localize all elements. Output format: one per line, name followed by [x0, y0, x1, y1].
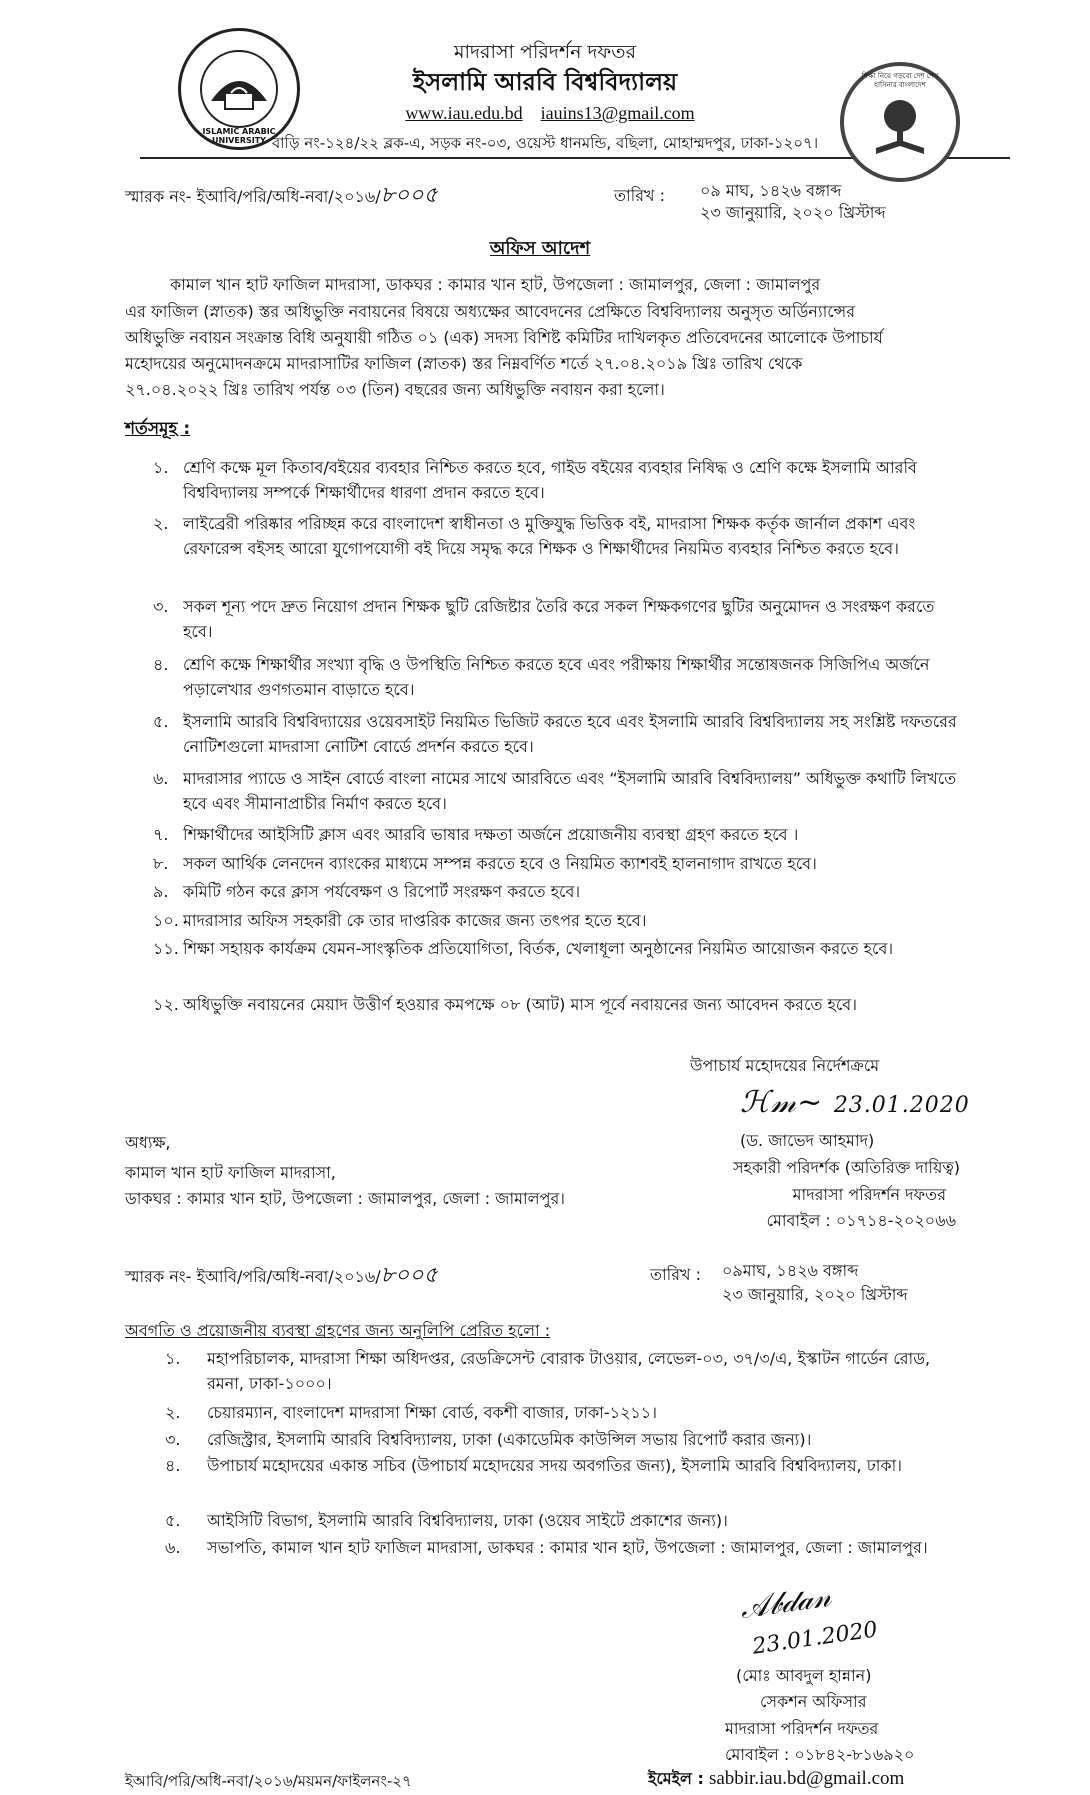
slogan-caption: শিক্ষা নিয়ে গড়বো দেশ শেখ হাসিনার বাংলাদেশ [861, 72, 939, 89]
university-name: ইসলামি আরবি বিশ্ববিদ্যালয় [412, 68, 678, 96]
copy-number: ২. [165, 1403, 181, 1422]
condition-number: ৩. [153, 597, 169, 616]
condition-text: শ্রেণি কক্ষে শিক্ষার্থীর সংখ্যা বৃদ্ধি ও উপস্থিতি নিশ্চিত করতে হবে এবং পরীক্ষায় শিক্ষার্থীর সন্তোষজনক সিজিপিএ অর্জনে পড়ালেখার গুণগতমান বাড়াতে হবে। [183, 655, 930, 699]
order-line-3: অধিভুক্তি নবায়ন সংক্রান্ত বিধি অনুযায়ী গঠিত ০১ (এক) সদস্য বিশিষ্ট কমিটির দাখিলকৃত প্রতিবেদনের আলোকে উপাচার্য [125, 328, 883, 347]
signatory-mobile-2: মোবাইল : ০১৮৪২-৮১৬৯২০ [725, 1745, 915, 1764]
condition-number: ১২. [153, 995, 179, 1014]
signatory-designation-2: সেকশন অফিসার [760, 1692, 867, 1711]
condition-text: শিক্ষা সহায়ক কার্যক্রম যেমন-সাংস্কৃতিক প্রতিযোগিতা, বির্তক, খেলাধূলা অনুষ্ঠানের নিয়মিত আয়োজন করতে হবে। [183, 939, 894, 958]
copy-text: উপাচার্য মহোদয়ের একান্ত সচিব (উপাচার্য মহোদয়ের সদয় অবগতির জন্য), ইসলামি আরবি বিশ্ববিদ্যালয়, ঢাকা। [207, 1456, 902, 1475]
condition-number: ৭. [153, 825, 169, 844]
condition-text: মাদরাসার প্যাডে ও সাইন বোর্ডে বাংলা নামের সাথে আরবিতে এবং “ইসলামি আরবি বিশ্ববিদ্যালয়” অধিভুক্ত কথাটি লিখতে হবে এবং সীমানাপ্রাচীর নির্মাণ করতে হবে। [183, 769, 957, 813]
condition-text: মাদরাসার অফিস সহকারী কে তার দাপ্তরিক কাজের জন্য তৎপর হতে হবে। [183, 911, 647, 930]
condition-number: ২. [153, 514, 169, 533]
condition-text: সকল আর্থিক লেনদেন ব্যাংকের মাধ্যমে সম্পন্ন করতে হবে ও নিয়মিত ক্যাশবই হালনাগাদ রাখতে হবে। [183, 854, 817, 873]
copy-number: ৩. [165, 1430, 181, 1449]
memo2-date-bn: ০৯মাঘ, ১৪২৬ বঙ্গাব্দ [722, 1261, 859, 1280]
signature-scribble-icon: ℋ𝓂~ [740, 1085, 824, 1120]
memo-date-en: ২৩ জানুয়ারি, ২০২০ খ্রিস্টাব্দ [700, 203, 886, 222]
copy-text: সভাপতি, কামাল খান হাট ফাজিল মাদরাসা, ডাকঘর : কামার খান হাট, উপজেলা : জামালপুর, জেলা : জামালপুর। [207, 1538, 928, 1557]
order-line-5: ২৭.০৪.২০২২ খ্রিঃ তারিখ পর্যন্ত ০৩ (তিন) বছরের জন্য অধিভুক্তি নবায়ন করা হলো। [125, 380, 665, 399]
order-line-2: এর ফাজিল (স্নাতক) স্তর অধিভুক্তি নবায়নের বিষয়ে অধ্যক্ষের আবেদনের প্রেক্ষিতে বিশ্ববিদ্যালয় অনুসৃত অর্ডিন্যান্সের [125, 302, 856, 321]
logo-caption: ISLAMIC ARABIC UNIVERSITY [202, 127, 276, 145]
memo-date-bn: ০৯ মাঘ, ১৪২৬ বঙ্গাব্দ [700, 181, 842, 200]
copy-text: মহাপরিচালক, মাদরাসা শিক্ষা অধিদপ্তর, রেডক্রিসেন্ট বোরাক টাওয়ার, লেভেল-০৩, ৩৭/৩/এ, ইস্কাটন গার্ডেন রোড, রমনা, ঢাকা-১০০০। [207, 1349, 931, 1393]
order-line-1: কামাল খান হাট ফাজিল মাদরাসা, ডাকঘর : কামার খান হাট, উপজেলা : জামালপুর, জেলা : জামালপুর [170, 275, 821, 294]
memo-reference [125, 178, 438, 215]
copy-text: রেজিস্ট্রার, ইসলামি আরবি বিশ্ববিদ্যালয়, ঢাকা (একাডেমিক কাউন্সিল সভায় রিপোর্ট করার জন্য)। [207, 1430, 812, 1449]
condition-item [125, 936, 960, 986]
copy-item [165, 1400, 955, 1425]
office-name: মাদরাসা পরিদর্শন দফতর [453, 41, 637, 63]
signature-date-2: 23.01.2020 [750, 1617, 880, 1660]
copy-text: চেয়ারম্যান, বাংলাদেশ মাদরাসা শিক্ষা বোর্ড, বকশী বাজার, ঢাকা-১২১১। [207, 1403, 657, 1422]
file-reference: ইআবি/পরি/অধি-নবা/২০১৬/ময়মন/ফাইলনং-২৭ [125, 1772, 412, 1790]
condition-text: লাইব্রেরী পরিষ্কার পরিচ্ছন্ন করে বাংলাদেশ স্বাধীনতা ও মুক্তিযুদ্ধ ভিত্তিক বই, মাদরাসা শিক্ষক কর্তৃক জার্নাল প্রকাশ এবং রেফারেন্স বইসহ আরো যুগোপযোগী বই দিয়ে সমৃদ্ধ করে শিক্ষক ও শিক্ষার্থীদের নিয়মিত ব্যবহার নিশ্চিত করতে হবে। [183, 514, 916, 558]
contact-line [340, 103, 760, 124]
condition-text: অধিভুক্তি নবায়নের মেয়াদ উত্তীর্ণ হওয়ার কমপক্ষে ০৮ (আট) মাস পূর্বে নবায়নের জন্য আবেদন করতে হবে। [183, 995, 857, 1014]
email-link[interactable]: iauins13@gmail.com [540, 103, 695, 123]
copy-text: আইসিটি বিভাগ, ইসলামি আরবি বিশ্ববিদ্যালয়, ঢাকা (ওয়েব সাইটে প্রকাশের জন্য)। [207, 1511, 728, 1530]
condition-number: ৬. [153, 769, 169, 788]
condition-item [125, 652, 960, 702]
condition-item [125, 766, 960, 816]
condition-text: ইসলামি আরবি বিশ্ববিদ্যায়ের ওয়েবসাইট নিয়মিত ভিজিট করতে হবে এবং ইসলামি আরবি বিশ্ববিদ্যালয় সহ সংশ্লিষ্ট দফতরের নোটিশগুলো মাদরাসা নোটিশ বোর্ডে প্রদর্শন করতে হবে। [183, 712, 957, 756]
signatory-email-label: ইমেইল : [648, 1769, 704, 1788]
copy-item [165, 1453, 955, 1503]
condition-number: ১. [153, 458, 169, 477]
condition-item [125, 511, 960, 586]
condition-number: ৮. [153, 854, 169, 873]
address: বাড়ি নং-১২৪/২২ ব্লক-এ, সড়ক নং-০৩, ওয়েস্ট ধানমন্ডি, বছিলা, মোহাম্মদপুর, ঢাকা-১২০৭। [271, 134, 819, 152]
conditions-heading: শর্তসমূহ : [125, 419, 191, 439]
recipient-institution: কামাল খান হাট ফাজিল মাদরাসা, [125, 1163, 336, 1182]
condition-item [125, 879, 960, 904]
signatory-office-1: মাদরাসা পরিদর্শন দফতর [792, 1185, 946, 1204]
condition-text: সকল শূন্য পদে দ্রুত নিয়োগ প্রদান শিক্ষক ছুটি রেজিষ্টার তৈরি করে সকল শিক্ষকগণের ছুটির অনুমোদন ও সংরক্ষণ করতে হবে। [183, 597, 935, 641]
copy-item [165, 1508, 955, 1533]
condition-number: ১০. [153, 911, 179, 930]
signatory-mobile-1: মোবাইল : ০১৭১৪-২০২০৬৬ [766, 1211, 956, 1230]
signature-date-1: 23.01.2020 [833, 1093, 970, 1118]
government-slogan-logo [840, 62, 960, 182]
copies-heading: অবগতি ও প্রয়োজনীয় ব্যবস্থা গ্রহণের জন্য অনুলিপি প্রেরিত হলো : [125, 1321, 551, 1340]
copy-number: ৬. [165, 1538, 181, 1557]
by-order-line: উপাচার্য মহোদয়ের নির্দেশক্রমে [690, 1056, 880, 1075]
condition-item [125, 992, 960, 1042]
condition-item [125, 455, 960, 505]
condition-number: ৪. [153, 655, 169, 674]
condition-item [125, 594, 960, 644]
signatory-name-1: (ড. জাভেদ আহমাদ) [740, 1131, 875, 1150]
copy-number: ৫. [165, 1511, 181, 1530]
copy-item [165, 1427, 955, 1452]
memo2-reference [125, 1258, 438, 1295]
memo2-date-en: ২৩ জানুয়ারি, ২০২০ খ্রিস্টাব্দ [722, 1285, 908, 1304]
memo-reference-label: স্মারক নং- ইআবি/পরি/অধি-নবা/২০১৬/ [125, 187, 381, 206]
signature-scribble-icon: 𝒜𝒷𝒹𝒶𝓃 [738, 1578, 834, 1627]
copy-number: ৪. [165, 1456, 181, 1475]
recipient-title: অধ্যক্ষ, [125, 1133, 171, 1152]
condition-number: ৯. [153, 882, 169, 901]
copy-number: ১. [165, 1349, 181, 1368]
condition-number: ১১. [153, 939, 179, 958]
condition-text: শিক্ষার্থীদের আইসিটি ক্লাস এবং আরবি ভাষার দক্ষতা অর্জনে প্রয়োজনীয় ব্যবস্থা গ্রহণ করতে হবে । [183, 825, 799, 844]
order-title: অফিস আদেশ [489, 238, 591, 259]
memo-reference-number: ৮০০৫ [380, 183, 438, 208]
condition-item [125, 908, 960, 933]
condition-number: ৫. [153, 712, 169, 731]
condition-item [125, 822, 960, 847]
memo-date-label: তারিখ : [614, 186, 666, 205]
condition-text: কমিটি গঠন করে ক্লাস পর্যবেক্ষণ ও রিপোর্ট সংরক্ষণ করতে হবে। [183, 882, 581, 901]
memo2-reference-label: স্মারক নং- ইআবি/পরি/অধি-নবা/২০১৬/ [125, 1267, 381, 1286]
recipient-address: ডাকঘর : কামার খান হাট, উপজেলা : জামালপুর, জেলা : জামালপুর। [125, 1189, 565, 1208]
condition-item [125, 851, 960, 876]
signatory-email[interactable]: sabbir.iau.bd@gmail.com [708, 1768, 905, 1789]
order-line-4: মহোদয়ের অনুমোদনক্রমে মাদরাসাটির ফাজিল (স্নাতক) স্তর নিম্নবর্ণিত শর্তে ২৭.০৪.২০১৯ খ্রিঃ তারিখ থেকে [125, 354, 803, 373]
signatory-name-2: (মোঃ আবদুল হান্নান) [736, 1666, 872, 1685]
memo2-reference-number: ৮০০৫ [380, 1263, 438, 1288]
condition-text: শ্রেণি কক্ষে মূল কিতাব/বইয়ের ব্যবহার নিশ্চিত করতে হবে, গাইড বইয়ের ব্যবহার নিষিদ্ধ ও শ্রেণি কক্ষে ইসলামি আরবি বিশ্ববিদ্যালয় সম্পর্কে শিক্ষার্থীদের ধারণা প্রদান করতে হবে। [183, 458, 917, 502]
handwritten-signature-1 [740, 1085, 970, 1120]
handwritten-signature-2 [738, 1579, 833, 1626]
website-link[interactable]: www.iau.edu.bd [405, 103, 523, 123]
signatory-designation-1: সহকারী পরিদর্শক (অতিরিক্ত দায়িত্ব) [732, 1158, 960, 1177]
copy-item [165, 1535, 955, 1585]
copy-item [165, 1346, 955, 1396]
memo2-date-label: তারিখ : [650, 1265, 702, 1284]
signatory-office-2: মাদরাসা পরিদর্শন দফতর [725, 1719, 879, 1738]
condition-item [125, 709, 960, 759]
signatory-email-row [648, 1766, 904, 1793]
